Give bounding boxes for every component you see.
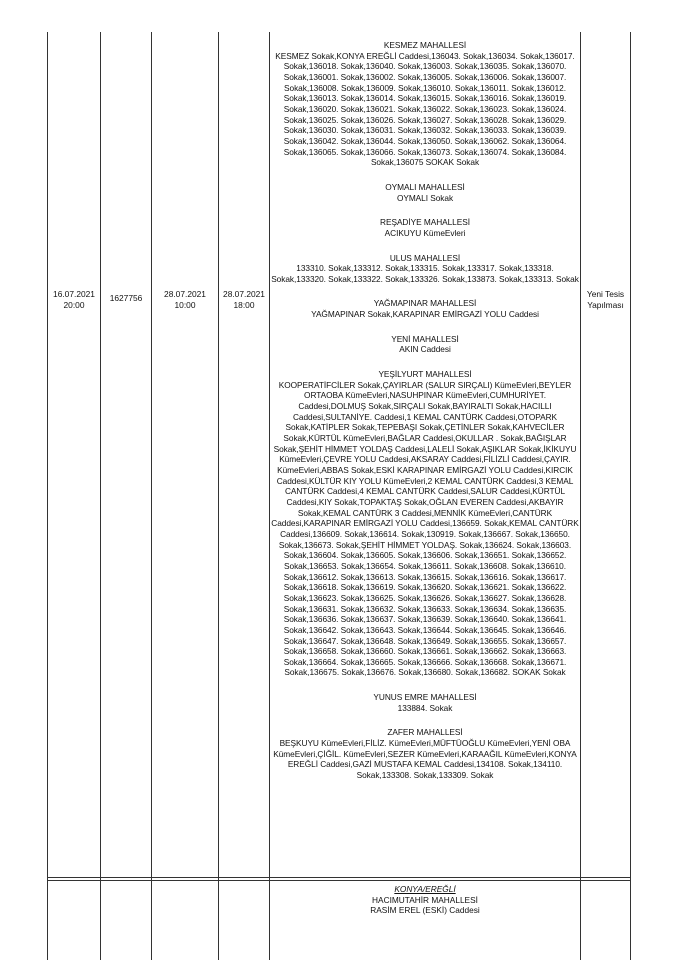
id-cell <box>101 293 151 304</box>
neighborhood-streets: YAĞMAPINAR Sokak,KARAPINAR EMİRGAZİ YOLU Caddesi <box>311 309 539 320</box>
neighborhood-streets: 133310. Sokak,133312. Sokak,133315. Sokak,133317. Sokak,133318. Sokak,133320. Sokak,133322. Sokak,133326. Sokak,133873. Sokak,133313. Sokak <box>271 263 579 284</box>
neighborhood-block <box>270 217 580 238</box>
end-time: 18:00 <box>233 299 255 310</box>
neighborhood-block <box>270 298 580 319</box>
neighborhood-block <box>270 369 580 678</box>
table-border-right <box>630 32 631 960</box>
start-date: 28.07.2021 <box>164 289 206 299</box>
neighborhood-block <box>270 727 580 780</box>
neighborhood-name: ULUS MAHALLESİ <box>389 252 461 263</box>
reason-cell <box>581 289 630 310</box>
column-divider-2 <box>151 32 152 960</box>
column-divider-1 <box>100 32 101 960</box>
neighborhood-streets: OYMALI Sokak <box>396 192 454 203</box>
next-row-city: KONYA/EREĞLİ <box>394 884 456 894</box>
start-cell <box>152 289 218 310</box>
neighborhood-streets: AKIN Caddesi <box>399 344 451 355</box>
neighborhood-name: ZAFER MAHALLESİ <box>387 727 463 738</box>
neighborhood-name: REŞADİYE MAHALLESİ <box>380 217 470 228</box>
neighborhood-block <box>270 40 580 168</box>
neighborhood-streets: BEŞKUYU KümeEvleri,FİLİZ. KümeEvleri,MÜFTÜOĞLU KümeEvleri,YENİ OBA KümeEvleri,ÇİĞİL. KümeEvleri,SEZER KümeEvleri,KARAAĞIL KümeEvleri,KONYA EREĞLİ Caddesi,GAZİ MUSTAFA KEMAL Caddesi,134108. Sokak,134110. Sokak,133308. Sokak,133309. Sokak <box>273 738 577 781</box>
start-time: 10:00 <box>174 299 196 310</box>
neighborhood-streets: 133884. Sokak <box>397 702 453 713</box>
affected-areas <box>270 40 580 795</box>
neighborhood-name: OYMALI MAHALLESİ <box>385 181 465 192</box>
neighborhood-streets: ACIKUYU KümeEvleri <box>384 227 466 238</box>
next-row-areas <box>270 884 580 916</box>
column-divider-5 <box>580 32 581 960</box>
table-border-left <box>47 32 48 960</box>
neighborhood-block <box>270 692 580 713</box>
neighborhood-block <box>270 334 580 355</box>
end-cell <box>219 289 269 310</box>
row-divider-2 <box>47 880 631 881</box>
next-row-neighborhood: HACIMUTAHİR MAHALLESİ <box>372 894 478 905</box>
neighborhood-name: YAĞMAPINAR MAHALLESİ <box>373 298 477 309</box>
neighborhood-streets: KOOPERATİFCİLER Sokak,ÇAYIRLAR (SALUR SIRÇALI) KümeEvleri,BEYLER ORTAOBA KümeEvleri,NASUHPINAR KümeEvleri,CUMHURİYET. Caddesi,DOLMUŞ Sokak,SIRÇALI Sokak,BAYIRALTI Sokak,HACILLI Caddesi,SULTANİYE. Caddesi,1 KEMAL CANTÜRK Caddesi,OTOPARK Sokak,KATİPLER Sokak,TEPEBAŞI Sokak,ÇETİNLER Sokak,KAHVECİLER Sokak,KÜRTÜL KümeEvleri,BAĞLAR Caddesi,OKULLAR . Sokak,BAĞIŞLAR Sokak,ŞEHİT HİMMET YOLDAŞ Caddesi,LALELİ Sokak,AŞIKLAR Sokak,İKİKUYU KümeEvleri,ÇEVRE YOLU Caddesi,AKSARAY Caddesi,FİLİZLİ Caddesi,ÇAYIR. KümeEvleri,ABBAS Sokak,ESKİ KARAPINAR EMİRGAZİ YOLU Caddesi,KIRCIK Caddesi,KÜLTÜR KIY YOLU KümeEvleri,2 KEMAL CANTÜRK Caddesi,3 KEMAL CANTÜRK Caddesi,4 KEMAL CANTÜRK Caddesi,SALUR Caddesi,KÜRTÜL Caddesi,KIY Sokak,TOPAKTAŞ Sokak,OĞLAN EVEREN Caddesi,AKBAYIR Sokak,KEMAL CANTÜRK 3 Caddesi,MENNİK KümeEvleri,CANTÜRK Caddesi,KARAPINAR EMİRGAZİ YOLU Caddesi,136659. Sokak,KEMAL CANTÜRK Caddesi,136609. Sokak,136614. Sokak,130919. Sokak,136667. Sokak,136650. Sokak,136673. Sokak,ŞEHİT HİMMET YOLDAŞ. Sokak,136624. Sokak,136603. Sokak,136604. Sokak,136605. Sokak,136606. Sokak,136651. Sokak,136652. Sokak,136653. Sokak,136654. Sokak,136611. Sokak,136608. Sokak,136610. Sokak,136612. Sokak,136613. Sokak,136615. Sokak,136616. Sokak,136617. Sokak,136618. Sokak,136619. Sokak,136620. Sokak,136621. Sokak,136622. Sokak,136623. Sokak,136625. Sokak,136626. Sokak,136627. Sokak,136628. Sokak,136631. Sokak,136632. Sokak,136633. Sokak,136634. Sokak,136635. Sokak,136636. Sokak,136637. Sokak,136639. Sokak,136640. Sokak,136641. Sokak,136642. Sokak,136643. Sokak,136644. Sokak,136645. Sokak,136646. Sokak,136647. Sokak,136648. Sokak,136649. Sokak,136655. Sokak,136657. Sokak,136658. Sokak,136660. Sokak,136661. Sokak,136662. Sokak,136663. Sokak,136664. Sokak,136665. Sokak,136666. Sokak,136668. Sokak,136671. Sokak,136675. Sokak,136676. Sokak,136680. Sokak,136682. SOKAK Sokak <box>271 379 579 678</box>
neighborhood-streets: KESMEZ Sokak,KONYA EREĞLİ Caddesi,136043. Sokak,136034. Sokak,136017. Sokak,136018. Sokak,136040. Sokak,136003. Sokak,136035. Sokak,136070. Sokak,136001. Sokak,136002. Sokak,136005. Sokak,136006. Sokak,136007. Sokak,136008. Sokak,136009. Sokak,136010. Sokak,136011. Sokak,136012. Sokak,136013. Sokak,136014. Sokak,136015. Sokak,136016. Sokak,136019. Sokak,136020. Sokak,136021. Sokak,136022. Sokak,136023. Sokak,136024. Sokak,136025. Sokak,136026. Sokak,136027. Sokak,136028. Sokak,136029. Sokak,136030. Sokak,136031. Sokak,136032. Sokak,136033. Sokak,136039. Sokak,136042. Sokak,136044. Sokak,136050. Sokak,136062. Sokak,136064. Sokak,136065. Sokak,136066. Sokak,136073. Sokak,136074. Sokak,136084. Sokak,136075 SOKAK Sokak <box>275 50 575 168</box>
neighborhood-name: YEŞİLYURT MAHALLESİ <box>378 369 472 380</box>
end-date: 28.07.2021 <box>223 289 265 299</box>
neighborhood-block <box>270 253 580 285</box>
neighborhood-name: YENİ MAHALLESİ <box>391 333 459 344</box>
reason-line-2: Yapılması <box>587 299 624 310</box>
neighborhood-name: KESMEZ MAHALLESİ <box>383 40 467 50</box>
column-divider-3 <box>218 32 219 960</box>
reason-line-1: Yeni Tesis <box>586 289 625 299</box>
next-row-street: RASİM EREL (ESKİ) Caddesi <box>370 905 480 916</box>
notice-date-cell <box>48 289 100 310</box>
outage-id: 1627756 <box>109 293 143 303</box>
row-divider <box>47 877 631 878</box>
neighborhood-block <box>270 182 580 203</box>
notice-date: 16.07.2021 <box>53 289 95 299</box>
neighborhood-name: YUNUS EMRE MAHALLESİ <box>373 692 477 703</box>
notice-time: 20:00 <box>63 299 85 310</box>
